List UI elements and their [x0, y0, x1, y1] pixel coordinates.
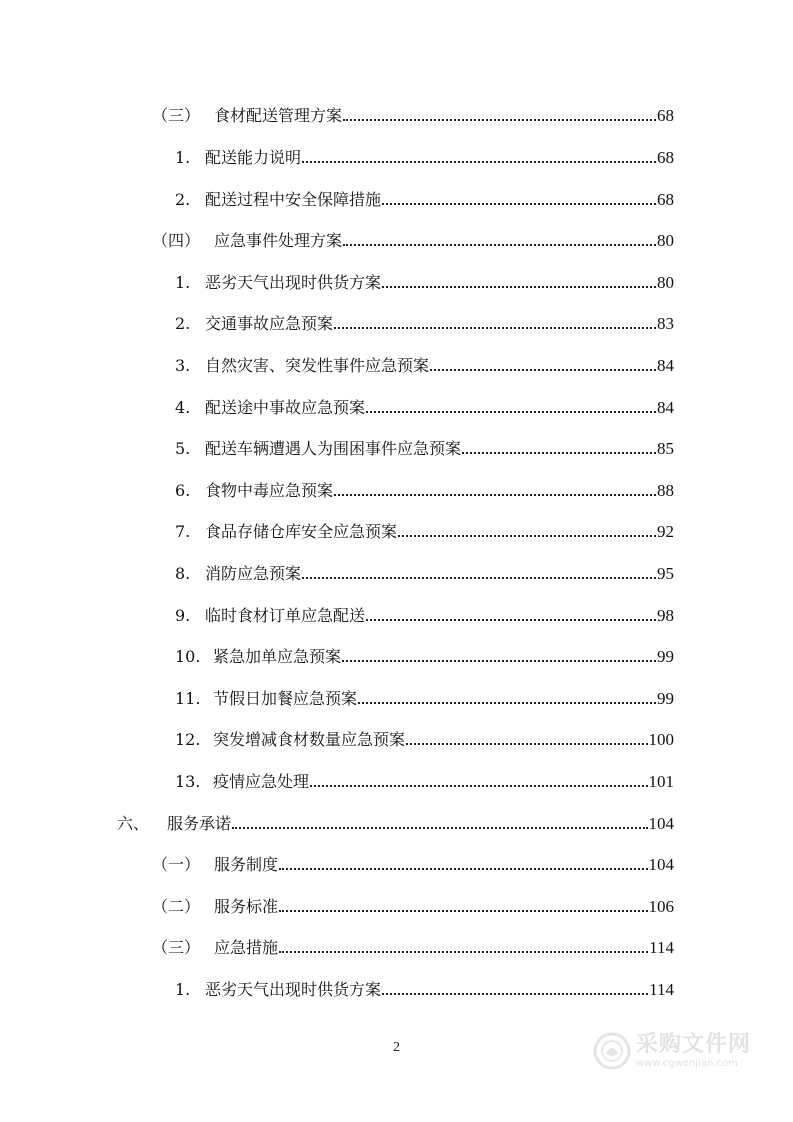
toc-entry-number: 8.	[175, 564, 191, 583]
toc-entry-title: 服务标准	[214, 897, 279, 916]
toc-entry-page: 99	[657, 689, 674, 708]
toc-entry-title: 消防应急预案	[205, 564, 302, 583]
toc-leader-dots	[279, 910, 647, 912]
toc-entry-number: （三）	[152, 938, 201, 957]
toc-entry-page: 84	[657, 356, 674, 375]
toc-entry-page: 68	[657, 190, 674, 209]
toc-entry-title: 疫情应急处理	[213, 772, 310, 791]
watermark-site-url: www.cgwenjian.com	[636, 1057, 738, 1069]
toc-entry[interactable]	[175, 771, 674, 793]
toc-entry-number: （四）	[152, 231, 201, 250]
toc-entry[interactable]	[175, 563, 674, 585]
toc-entry-page: 84	[657, 398, 674, 417]
toc-entry-number: 1.	[175, 273, 191, 292]
toc-entry-page: 114	[649, 980, 674, 999]
toc-entry[interactable]	[152, 230, 674, 252]
toc-leader-dots	[342, 660, 656, 662]
watermark-site-name: 采购文件网	[636, 1031, 752, 1057]
toc-entry-title: 配送能力说明	[205, 148, 302, 167]
toc-entry-title: 应急事件处理方案	[214, 231, 343, 250]
toc-entry-title: 恶劣天气出现时供货方案	[205, 980, 382, 999]
toc-entry-number: 7.	[175, 522, 191, 541]
toc-entry[interactable]	[152, 854, 674, 876]
toc-entry-number: 5.	[175, 439, 191, 458]
toc-entry[interactable]	[117, 813, 674, 835]
toc-entry-title: 交通事故应急预案	[205, 314, 334, 333]
toc-entry-title: 配送过程中安全保障措施	[205, 190, 382, 209]
toc-entry-title: 自然灾害、突发性事件应急预案	[205, 356, 430, 375]
toc-entry-number: 六、	[117, 814, 150, 833]
toc-entry[interactable]	[175, 646, 674, 668]
toc-entry[interactable]	[175, 189, 674, 211]
toc-entry-title: 恶劣天气出现时供货方案	[205, 273, 382, 292]
toc-entry-title: 食物中毒应急预案	[205, 481, 334, 500]
toc-entry-number: （一）	[152, 855, 201, 874]
toc-entry-number: 3.	[175, 356, 191, 375]
toc-entry-page: 104	[648, 814, 674, 833]
toc-entry[interactable]	[152, 937, 674, 959]
toc-entry-number: （二）	[152, 897, 201, 916]
toc-entry-number: 11.	[175, 689, 201, 708]
toc-leader-dots	[382, 203, 656, 205]
page-number: 2	[393, 1040, 400, 1055]
toc-leader-dots	[343, 244, 656, 246]
toc-entry-number: （三）	[152, 106, 201, 125]
toc-entry-number: 4.	[175, 398, 191, 417]
watermark	[592, 1026, 762, 1076]
toc-entry[interactable]	[175, 272, 674, 294]
toc-entry[interactable]	[175, 147, 674, 169]
toc-leader-dots	[302, 161, 656, 163]
toc-entry[interactable]	[175, 355, 674, 377]
toc-entry-title: 突发增减食材数量应急预案	[213, 730, 406, 749]
toc-entry-title: 节假日加餐应急预案	[213, 689, 358, 708]
toc-entry-number: 12.	[175, 730, 201, 749]
toc-entry-title: 服务承诺	[167, 814, 232, 833]
toc-entry-title: 应急措施	[214, 938, 279, 957]
toc-leader-dots	[358, 702, 656, 704]
toc-entry-page: 101	[648, 772, 674, 791]
toc-leader-dots	[406, 743, 647, 745]
toc-entry-page: 80	[657, 273, 674, 292]
toc-leader-dots	[334, 327, 656, 329]
toc-entry-page: 83	[657, 314, 674, 333]
toc-entry[interactable]	[175, 313, 674, 335]
toc-entry-page: 68	[657, 148, 674, 167]
toc-entry-page: 95	[657, 564, 674, 583]
toc-entry-page: 106	[648, 897, 674, 916]
toc-entry-title: 配送途中事故应急预案	[205, 398, 366, 417]
toc-entry-page: 104	[648, 855, 674, 874]
toc-entry-page: 98	[657, 606, 674, 625]
toc-entry-title: 服务制度	[214, 855, 279, 874]
toc-leader-dots	[366, 619, 656, 621]
toc-entry[interactable]	[175, 397, 674, 419]
toc-leader-dots	[279, 868, 647, 870]
toc-entry[interactable]	[152, 105, 674, 127]
toc-entry[interactable]	[175, 521, 674, 543]
toc-entry-title: 临时食材订单应急配送	[205, 606, 366, 625]
toc-leader-dots	[382, 286, 656, 288]
toc-entry-page: 92	[657, 522, 674, 541]
toc-entry[interactable]	[175, 729, 674, 751]
toc-entry-number: 13.	[175, 772, 201, 791]
toc-entry-page: 88	[657, 481, 674, 500]
toc-leader-dots	[398, 535, 656, 537]
toc-leader-dots	[430, 369, 656, 371]
toc-entry-number: 2.	[175, 190, 191, 209]
toc-entry[interactable]	[152, 896, 674, 918]
toc-entry-number: 1.	[175, 148, 191, 167]
toc-entry-page: 100	[648, 730, 674, 749]
toc-entry-number: 2.	[175, 314, 191, 333]
toc-leader-dots	[232, 827, 647, 829]
toc-entry-title: 紧急加单应急预案	[213, 647, 342, 666]
toc-entry-number: 6.	[175, 481, 191, 500]
toc-entry-title: 食品存储仓库安全应急预案	[205, 522, 398, 541]
toc-leader-dots	[343, 119, 656, 121]
toc-leader-dots	[334, 494, 656, 496]
toc-entry-title: 配送车辆遭遇人为围困事件应急预案	[205, 439, 462, 458]
toc-entry[interactable]	[175, 480, 674, 502]
toc-leader-dots	[302, 577, 656, 579]
watermark-logo-icon	[592, 1031, 632, 1071]
toc-entry-number: 10.	[175, 647, 201, 666]
toc-entry-page: 99	[657, 647, 674, 666]
toc-leader-dots	[310, 785, 647, 787]
toc-entry-number: 1.	[175, 980, 191, 999]
toc-entry-page: 68	[657, 106, 674, 125]
toc-entry-page: 80	[657, 231, 674, 250]
toc-leader-dots	[382, 993, 648, 995]
toc-leader-dots	[279, 951, 648, 953]
toc-leader-dots	[366, 411, 656, 413]
toc-entry-page: 85	[657, 439, 674, 458]
toc-entry[interactable]	[175, 605, 674, 627]
toc-entry[interactable]	[175, 438, 674, 460]
toc-entry[interactable]	[175, 979, 674, 1001]
toc-leader-dots	[462, 452, 656, 454]
toc-entry-page: 114	[649, 938, 674, 957]
toc-entry-number: 9.	[175, 606, 191, 625]
toc-entry[interactable]	[175, 688, 674, 710]
toc-entry-title: 食材配送管理方案	[214, 106, 343, 125]
